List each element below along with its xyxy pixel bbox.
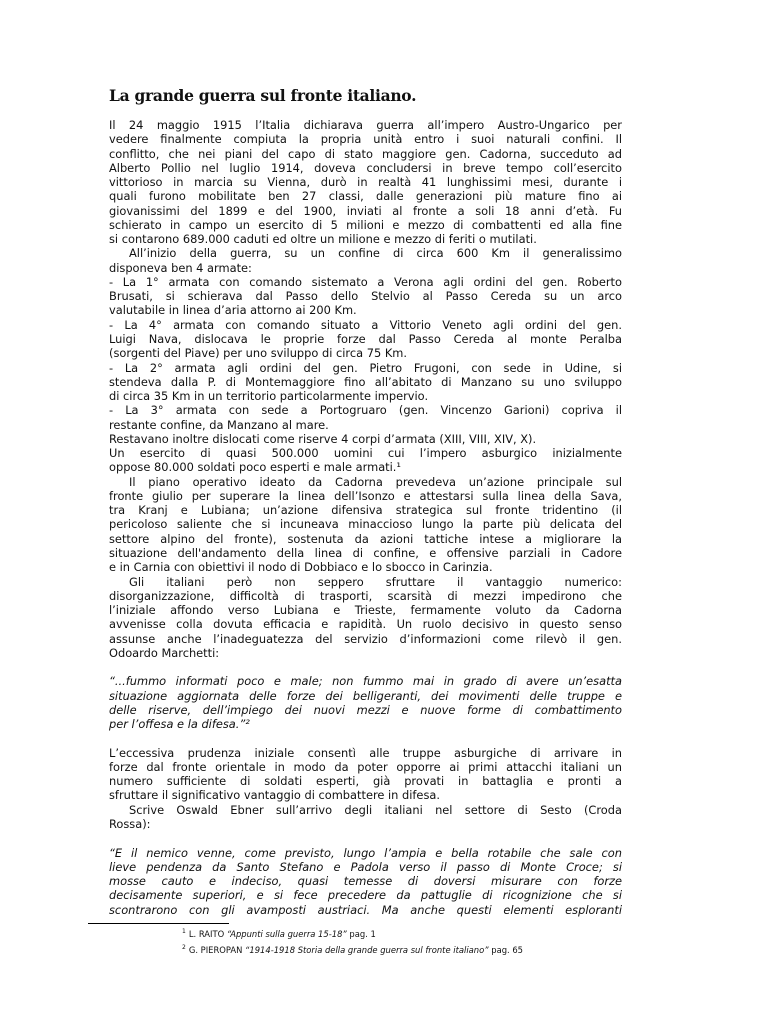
footnote-work: “Appunti sulla guerra 15-18”	[226, 929, 347, 939]
footnote-author: L. RAITO	[188, 929, 225, 939]
page-title: La grande guerra sul fronte italiano.	[109, 86, 417, 105]
paragraph-line: di circa 35 Km in un territorio particolarmente impervio.	[109, 389, 429, 404]
paragraph-line: Brusati, si schierava dal Passo dello Stelvio al Passo Cereda su un arco	[109, 289, 622, 304]
footnote-number: 1	[182, 928, 186, 935]
footnote-page: pag. 1	[349, 929, 376, 939]
paragraph-line: - La 1° armata con comando sistemato a Verona agli ordini del gen. Roberto	[109, 274, 622, 289]
quote-line: delle riserve, dell’impiego dei nuovi mezzi e nuove forme di combattimento	[109, 702, 622, 717]
paragraph-line: numero sufficiente di soldati esperti, già provati in battaglia e pronti a	[109, 774, 622, 789]
paragraph-line: Alberto Pollio nel luglio 1914, doveva concludersi in breve tempo coll’esercito	[109, 160, 622, 175]
paragraph-line: - La 2° armata agli ordini del gen. Pietro Frugoni, con sede in Udine, si	[109, 360, 622, 375]
paragraph-line: Rossa):	[109, 817, 151, 832]
paragraph-line: Scrive Oswald Ebner sull’arrivo degli italiani nel settore di Sesto (Croda	[129, 802, 622, 817]
paragraph-line: Il 24 maggio 1915 l’Italia dichiarava guerra all’impero Austro-Ungarico per	[109, 118, 622, 132]
quote-line: “...fummo informati poco e male; non fummo mai in grado di avere un’esatta	[109, 674, 622, 689]
footnote-work: “1914-1918 Storia della grande guerra sul fronte italiano”	[245, 945, 489, 955]
quote-line: scontrarono con gli avamposti austriaci. Ma anche questi elementi esploranti	[109, 902, 622, 917]
paragraph-line: stendeva dalla P. di Montemaggiore fino all’abitato di Manzano su uno sviluppo	[109, 374, 622, 389]
quote-line: decisamente superiori, e si fece precedere da pattuglie di ricognizione che si	[109, 888, 622, 903]
paragraph-line: e in Carnia con obiettivi il nodo di Dobbiaco e lo sbocco in Carinzia.	[109, 560, 493, 575]
paragraph-line: giovanissimi del 1899 e del 1900, inviati al fronte a soli 18 anni d’età. Fu	[109, 203, 622, 218]
paragraph-line: sfruttare il significativo vantaggio di combattere in difesa.	[109, 788, 440, 803]
footnote-page: pag. 65	[491, 945, 523, 955]
quote-line: per l’offesa e la difesa.”²	[109, 717, 250, 732]
paragraph-line: si contarono 689.000 caduti ed oltre un milione e mezzo di feriti o mutilati.	[109, 232, 537, 247]
blank-line	[109, 831, 622, 845]
paragraph-line: vedere finalmente compiuta la propria unità entro i suoi naturali confini. Il	[109, 132, 622, 147]
paragraph-line: tra Kranj e Lubiana; un’azione difensiva strategica sul fronte tridentino (il	[109, 503, 622, 518]
paragraph-line: l’iniziale affondo verso Lubiana e Trieste, fermamente voluto da Cadorna	[109, 603, 622, 618]
footnote-1	[182, 926, 376, 940]
paragraph-line: Luigi Nava, dislocava le proprie forze dal Passo Cereda al monte Peralba	[109, 331, 622, 346]
footnote-author: G. PIEROPAN	[188, 945, 243, 955]
quote-line: “E il nemico venne, come previsto, lungo l’ampia e bella rotabile che sale con	[109, 845, 622, 860]
quote-line: lieve pendenza da Santo Stefano e Padola verso il passo di Monte Croce; si	[109, 859, 622, 874]
paragraph-line: forze dal fronte orientale in modo da poter opporre ai primi attacchi italiani un	[109, 759, 622, 774]
footnote-2	[182, 942, 523, 956]
paragraph-line: schierato in campo un esercito di 5 milioni e mezzo di combattenti ed alla fine	[109, 217, 622, 232]
document-body	[109, 118, 622, 917]
footnote-number: 2	[182, 944, 186, 951]
footnote-separator	[88, 923, 229, 924]
paragraph-line: - La 3° armata con sede a Portogruaro (gen. Vincenzo Garioni) copriva il	[109, 403, 622, 418]
paragraph-line: assunse anche l’inadeguatezza del servizio d’informazioni come rilevò il gen.	[109, 631, 622, 646]
paragraph-line: quali furono mobilitate ben 27 classi, dalle generazioni più mature fino ai	[109, 189, 622, 204]
blank-line	[109, 731, 622, 745]
paragraph-line: disorganizzazione, difficoltà di trasporti, scarsità di mezzi impedirono che	[109, 588, 622, 603]
paragraph-line: oppose 80.000 soldati poco esperti e male armati.¹	[109, 460, 401, 475]
paragraph-line: vittorioso in marcia su Vienna, durò in realtà 41 lunghissimi mesi, durante i	[109, 175, 622, 190]
paragraph-line: settore alpino del fronte), sostenuta da azioni tattiche intese a migliorare la	[109, 531, 622, 546]
quote-line: mosse cauto e indeciso, quasi temesse di doversi misurare con forze	[109, 874, 622, 889]
paragraph-line: Odoardo Marchetti:	[109, 645, 220, 660]
blank-line	[109, 660, 622, 674]
paragraph-line: - La 4° armata con comando situato a Vittorio Veneto agli ordini del gen.	[109, 317, 622, 332]
paragraph-line: pericoloso saliente che si incuneava minaccioso lungo la parte più delicata del	[109, 517, 622, 532]
quote-line: situazione aggiornata delle forze dei belligeranti, dei movimenti delle truppe e	[109, 688, 622, 703]
paragraph-line: restante confine, da Manzano al mare.	[109, 417, 329, 432]
paragraph-line: L’eccessiva prudenza iniziale consentì alle truppe asburgiche di arrivare in	[109, 745, 622, 760]
paragraph-line: (sorgenti del Piave) per uno sviluppo di circa 75 Km.	[109, 346, 408, 361]
paragraph-line: valutabile in linea d’aria attorno ai 200 Km.	[109, 303, 357, 318]
paragraph-line: fronte giulio per superare la linea dell’Isonzo e attestarsi sulla linea della Sava,	[109, 488, 622, 503]
paragraph-line: situazione dell'andamento della linea di confine, e offensive parziali in Cadore	[109, 545, 622, 560]
paragraph-line: avvenisse colla dovuta efficacia e rapidità. Un ruolo decisivo in questo senso	[109, 617, 622, 632]
paragraph-line: conflitto, che nei piani del capo di stato maggiore gen. Cadorna, succeduto ad	[109, 146, 622, 161]
paragraph-line: Il piano operativo ideato da Cadorna prevedeva un’azione principale sul	[129, 474, 622, 489]
paragraph-line: Gli italiani però non seppero sfruttare il vantaggio numerico:	[129, 574, 622, 589]
paragraph-line: Un esercito di quasi 500.000 uomini cui l’impero asburgico inizialmente	[109, 446, 622, 461]
paragraph-line: disponeva ben 4 armate:	[109, 260, 252, 275]
paragraph-line: All’inizio della guerra, su un confine di circa 600 Km il generalissimo	[129, 246, 622, 261]
paragraph-line: Restavano inoltre dislocati come riserve 4 corpi d’armata (XIII, VIII, XIV, X).	[109, 431, 537, 446]
